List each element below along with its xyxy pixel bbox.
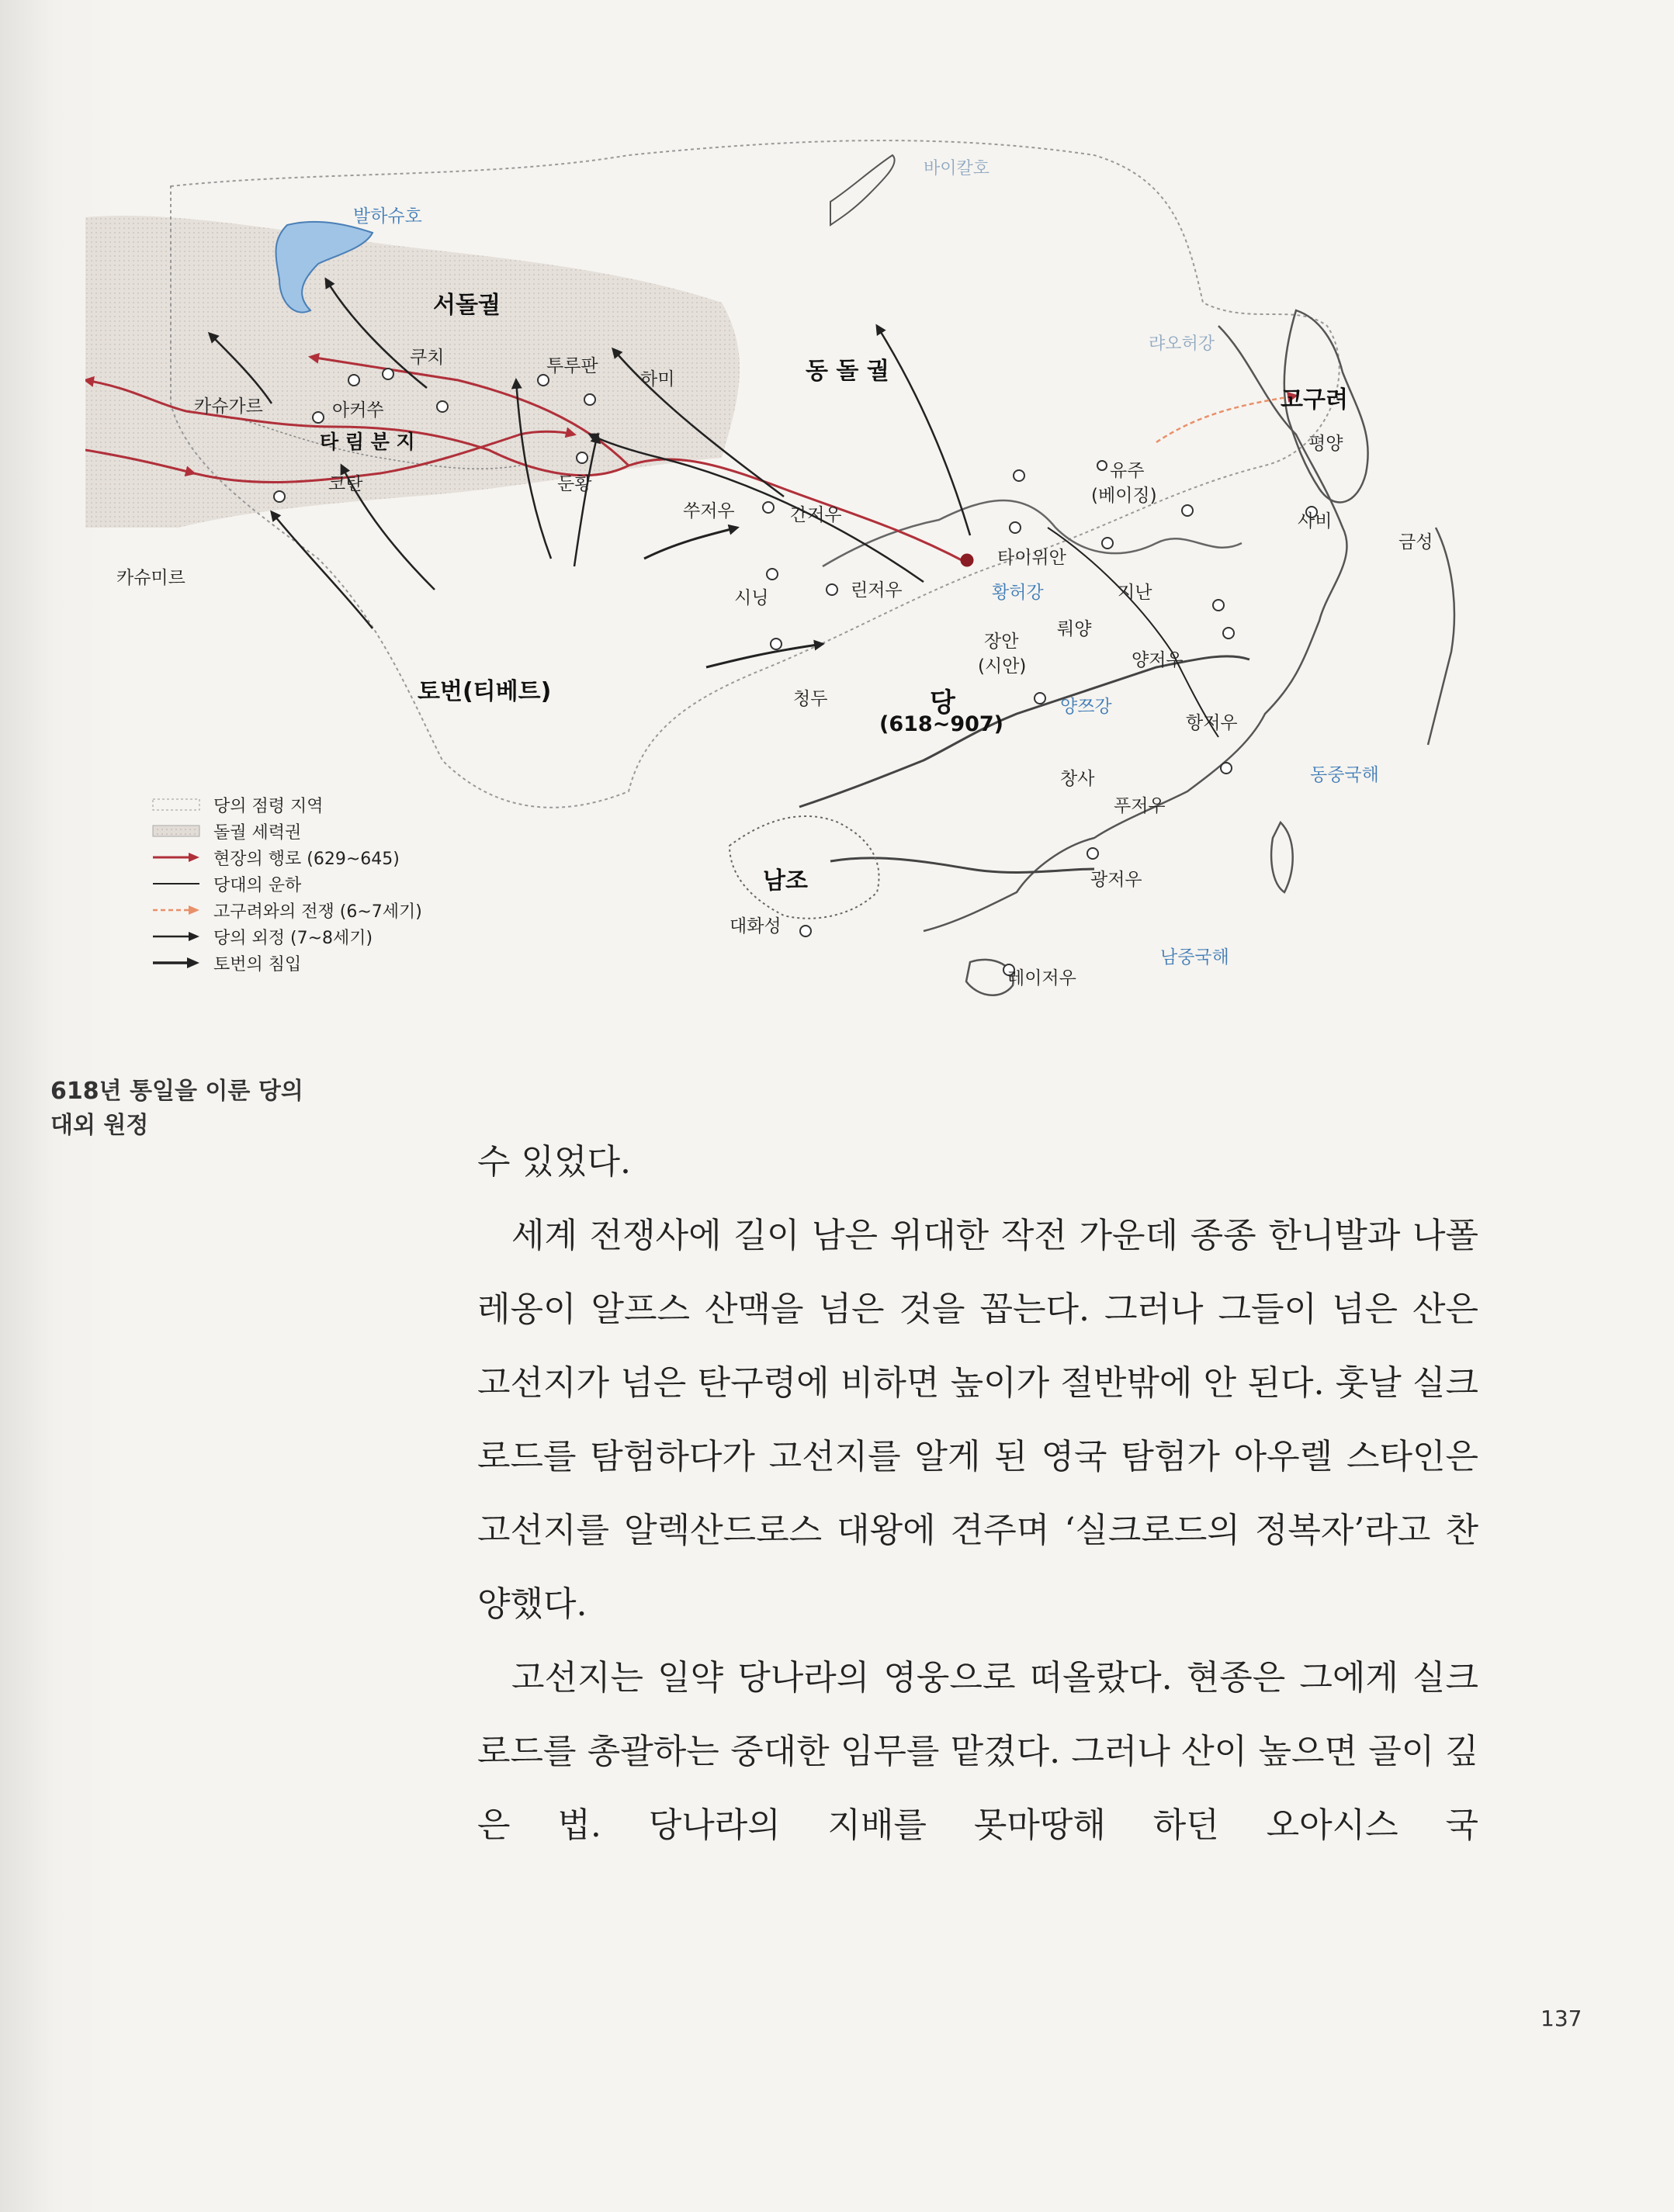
caption-line: 618년 통일을 이룬 당의 [50, 1078, 303, 1105]
label-changan: 장안 [984, 632, 1019, 652]
label-geumseong: 금성 [1398, 532, 1433, 552]
label-east-china-sea: 동중국해 [1310, 765, 1379, 785]
paragraph: 세계 전쟁사에 길이 남은 위대한 작전 가운데 종종 한니발과 나폴레옹이 알프스 산맥을 넘은 것을 꼽는다. 그러나 그들이 넘은 산은 고선지가 넘은 탄구령에 비하면 높이가 절반밖에 안 된다. 훗날 실크로드를 탐험하다가 고선지를 알게 된 영국 탐험가 아우렐 스타인은 고선지를 알렉산드로스 대왕에 견주며 ‘실크로드의 정복자’라고 찬양했다. [477, 1216, 1478, 1624]
tang-expedition-map [85, 124, 1482, 1047]
legend-expedition-line [151, 929, 206, 944]
tang-expedition-arrow [877, 326, 970, 535]
label-kashmir: 카슈미르 [116, 568, 185, 588]
label-yangtze: 양쯔강 [1060, 697, 1112, 717]
label-ganzhou: 간저우 [790, 505, 842, 525]
label-goguryeo: 고구려 [1281, 386, 1348, 414]
label-luoyang: 뤄양 [1057, 619, 1092, 639]
label-balkhash: 발하슈호 [353, 206, 422, 227]
label-dali: 대화성 [730, 916, 782, 936]
label-guangzhou: 광저우 [1090, 870, 1142, 890]
label-youzhou: 유주 [1110, 461, 1145, 481]
label-hangzhou: 항저우 [1186, 713, 1238, 733]
baikal-lake [830, 155, 895, 225]
label-turfan: 투루판 [546, 356, 598, 376]
paragraph: 수 있었다. [477, 1142, 631, 1182]
body-text [477, 1125, 1478, 1862]
legend-item: 현장의 행로 (629~645) [151, 844, 422, 871]
label-changan-xian: (시안) [978, 656, 1027, 677]
legend-occupied-swatch [151, 797, 206, 812]
map-caption [50, 1075, 303, 1143]
legend-item: 당의 점령 지역 [151, 791, 422, 818]
label-jinan: 지난 [1118, 583, 1152, 603]
label-xining: 시닝 [734, 588, 769, 608]
label-tang-years: (618~907) [879, 712, 1004, 736]
legend-goguryeo-line [151, 902, 206, 918]
label-liao-river: 랴오허강 [1149, 334, 1215, 354]
label-yellow-river: 황허강 [992, 583, 1044, 603]
label-taiyuan: 타이위안 [997, 548, 1066, 568]
label-pyongyang: 평양 [1308, 434, 1343, 454]
page-number: 137 [1541, 2006, 1582, 2031]
label-hami: 하미 [640, 369, 675, 389]
changan-capital-marker [961, 554, 973, 566]
label-aksu: 아커쑤 [332, 400, 384, 421]
legend-item: 고구려와의 전쟁 (6~7세기) [151, 897, 422, 923]
tibet-invasion-arrow [706, 644, 823, 667]
label-khotan: 코탄 [328, 474, 363, 494]
legend-item: 돌궐 세력권 [151, 818, 422, 844]
label-fuzhou: 푸저우 [1114, 796, 1166, 816]
label-east-turks: 동 돌 궐 [806, 358, 889, 385]
tang-expedition-arrow [272, 512, 373, 628]
label-suzhou: 쑤저우 [683, 501, 735, 521]
label-youzhou-beijing: (베이징) [1091, 486, 1157, 506]
label-changsha: 창사 [1060, 769, 1095, 789]
label-yangzhou: 양저우 [1132, 650, 1184, 670]
taiwan [1271, 822, 1293, 892]
label-tibet: 토번(티베트) [418, 678, 552, 705]
goguryeo-war-route [1156, 396, 1296, 442]
label-kucha: 쿠치 [410, 348, 445, 368]
legend-turkic-swatch [151, 823, 206, 839]
legend-item: 당대의 운하 [151, 871, 422, 897]
legend-canal-line [151, 876, 206, 891]
label-west-turks: 서돌궐 [433, 292, 501, 319]
label-lanzhou: 린저우 [851, 580, 903, 601]
label-baikal: 바이칼호 [924, 159, 990, 178]
label-sabi: 사비 [1298, 511, 1333, 531]
label-tang: 당 [930, 687, 955, 718]
label-tarim-basin: 타 림 분 지 [320, 431, 415, 453]
label-chengdu: 청두 [793, 689, 828, 709]
legend-xuanzang-line [151, 850, 206, 865]
label-south-china-sea: 남중국해 [1160, 947, 1229, 968]
label-dunhuang: 둔황 [557, 474, 592, 494]
pearl-river [830, 858, 1094, 873]
legend-item: 당의 외정 (7~8세기) [151, 923, 422, 950]
legend-tibet-line [151, 955, 206, 971]
caption-line: 대외 원정 [50, 1112, 149, 1139]
legend-item: 토번의 침입 [151, 950, 422, 976]
tibet-invasion-arrow [644, 528, 737, 559]
label-leizhou: 레이저우 [1007, 968, 1076, 988]
map-legend [151, 791, 422, 976]
yangtze-river [799, 656, 1249, 807]
label-kashgar: 카슈가르 [194, 396, 263, 417]
label-nanzhao: 남조 [763, 867, 808, 895]
japan-fragment [1428, 528, 1454, 745]
paragraph: 고선지는 일약 당나라의 영웅으로 떠올랐다. 현종은 그에게 실크로드를 총괄하는 중대한 임무를 맡겼다. 그러나 산이 높으면 골이 깊은 법. 당나라의 지배를 못마땅해 하던 오아시스 국 [477, 1658, 1478, 1845]
